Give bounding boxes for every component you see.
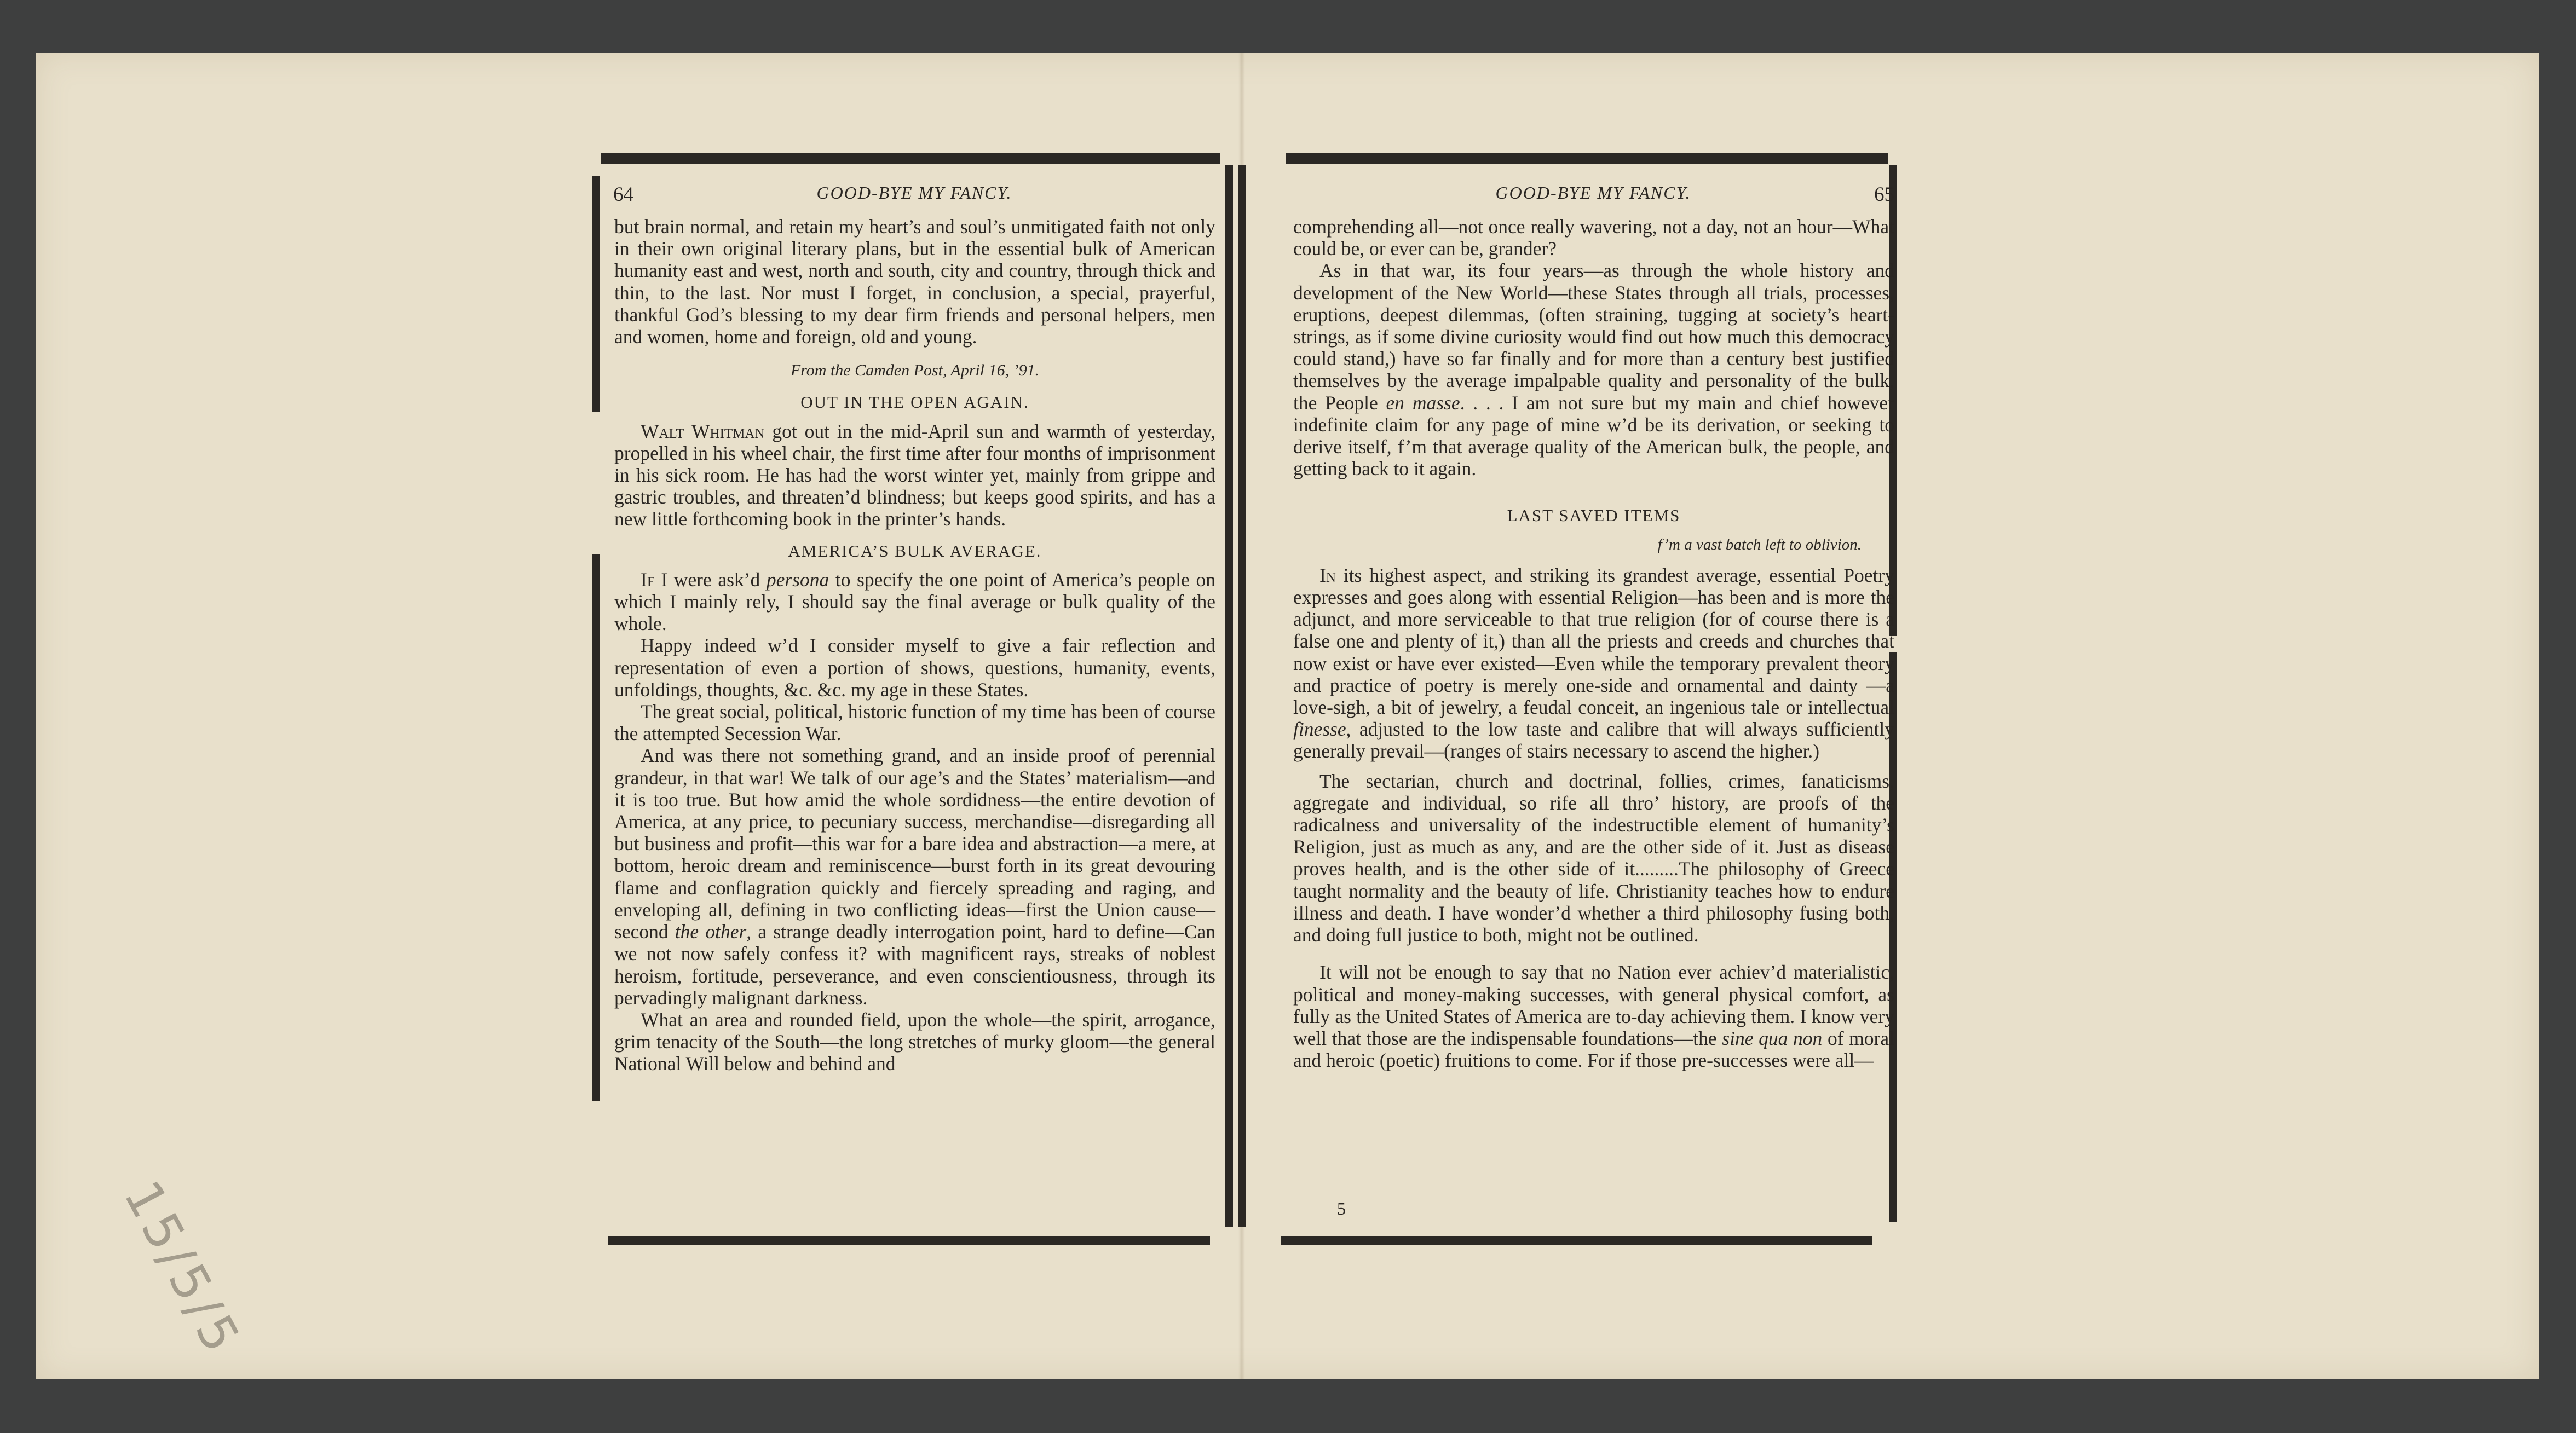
paragraph	[614, 744, 1215, 1008]
running-title: GOOD-BYE MY FANCY.	[816, 183, 1012, 203]
paragraph: The great social, political, historic function of my time has been of course the attempted Secession War.	[614, 701, 1215, 745]
paragraph-text: It will not be enough to say that no Nation ever achiev’d materialistic, political and money-making successes, with general physical comfort, as fully as the United States of America are to-day achieving them. I know very well that those are the indispensable foundations—the	[1293, 961, 1894, 1049]
left-body	[614, 216, 1215, 1075]
lead-words: If	[641, 568, 655, 591]
paragraph	[1293, 564, 1894, 762]
right-body	[1293, 216, 1894, 1071]
italic-word: en masse	[1386, 391, 1460, 414]
running-head	[1292, 183, 1894, 210]
bottom-rule	[608, 1236, 1210, 1245]
paragraph: comprehending all—not once really wavering, not a day, not an hour—What could be, or ever can be, grander?	[1293, 216, 1894, 260]
section-heading: OUT IN THE OPEN AGAIN.	[800, 392, 1029, 412]
italic-word: sine qua non	[1722, 1027, 1823, 1049]
left-margin-rule-lower	[592, 554, 600, 1101]
running-head	[613, 183, 1215, 210]
paragraph-text: got out in the mid-April sun and warmth of yesterday, propelled in his wheel chair, the first time after four months of imprisonment in his sick room. He has had the worst winter yet, mainly from grippe and gastric troubles, and threaten’d blindness; but keeps good spirits, and has a new little forthcoming book in the printer’s hands.	[614, 420, 1215, 530]
paragraph-text: to specify the one point of America’s people on which I mainly rely, I should say the final average or bulk quality of the whole.	[614, 568, 1216, 635]
signature-mark: 5	[1337, 1199, 1346, 1218]
paragraph-text: , a strange deadly interrogation point, hard to define—Can we not now safely confess it? with magnificent rays, streaks of noblest heroism, fortitude, perseverance, and even conscientiousness, through its pervadingly malignant darkness.	[614, 921, 1215, 1009]
lead-words: In	[1319, 564, 1336, 586]
section-heading: LAST SAVED ITEMS	[1507, 506, 1681, 525]
italic-word: persona	[766, 568, 829, 591]
left-margin-rule	[592, 176, 600, 412]
source-line: From the Camden Post, April 16, ’91.	[790, 361, 1040, 380]
paragraph	[614, 420, 1215, 530]
page-number: 65	[1874, 183, 1894, 206]
lead-words: Walt Whitman	[641, 420, 765, 442]
paragraph: The sectarian, church and doctrinal, follies, crimes, fanaticisms, aggregate and individual, so rife all thro’ history, are proofs of the radicalness and universality of the indestructible element of humanity’s Religion, just as much as any, and are the other side of it. Just as disease proves health, and is the other side of it.........The philosophy of Greece taught normality and the beauty of life. Christianity teaches how to endure illness and death. I have wonder’d whether a third philosophy fusing both, and doing full justice to both, might not be outlined.	[1293, 770, 1894, 946]
pencil-annotation: 15/5/5	[112, 1171, 253, 1366]
paragraph-text: , adjusted to the low taste and calibre that will always sufficiently generally prevail—(ranges of stairs necessary to ascend the higher.)	[1293, 718, 1894, 762]
paragraph-text: I were ask’d	[654, 568, 767, 591]
paragraph-text: . . . . I am not sure but my main and chief however indefinite claim for any page of mine w’d be its derivation, or seeking to derive itself, f’m that average quality of the American bulk, the people, and getting back to it again.	[1293, 391, 1894, 480]
paragraph-text: And was there not something grand, and an inside proof of perennial grandeur, in that war! We talk of our age’s and the States’ materialism—and it is too true. But how amid the whole sordidness—the entire devotion of America, at any price, to pecuniary success, merchandise—disregarding all but business and profit—this war for a bare idea and abstraction—a mere, at bottom, heroic dream and reminiscence—burst forth in its great devouring flame and conflagration quickly and fiercely spreading and raging, and enveloping all, defining in two conflicting ideas—first the Union cause—second	[614, 744, 1215, 943]
italic-word: the other	[675, 921, 747, 943]
paragraph	[1293, 961, 1894, 1071]
italic-word: finesse	[1293, 718, 1346, 741]
top-rule	[1286, 153, 1888, 164]
spacer	[1293, 946, 1894, 961]
spacer	[1293, 479, 1894, 495]
right-page	[1276, 143, 1911, 1249]
bottom-rule	[1281, 1236, 1872, 1245]
paragraph	[614, 569, 1215, 635]
left-page	[597, 143, 1232, 1249]
paragraph-text: As in that war, its four years—as through the whole history and development of the New World—these States through all trials, processes, eruptions, deepest dilemmas, (often straining, tugging at society’s heart-strings, as if some divine curiosity would find out how much this democracy could stand,) have so far finally and for more than a century best justified themselves by the average impalpable quality and personality of the bulk, the People	[1293, 259, 1894, 414]
gutter-rule	[1238, 165, 1246, 1227]
paragraph: Happy indeed w’d I consider myself to give a fair reflection and representation of even a portion of shows, questions, humanity, events, unfoldings, thoughts, &c. &c. my age in these States.	[614, 634, 1215, 701]
paragraph: but brain normal, and retain my heart’s and soul’s unmitigated faith not only in their own original literary plans, but in the essential bulk of American humanity east and west, north and south, city and country, through thick and thin, to the last. Nor must I forget, in conclusion, a special, prayerful, thankful God’s blessing to my dear firm friends and personal helpers, men and women, home and foreign, old and young.	[614, 216, 1215, 348]
page-number: 64	[613, 183, 633, 206]
epigraph: f’m a vast batch left to oblivion.	[1657, 535, 1862, 553]
paragraph: What an area and rounded field, upon the whole—the spirit, arrogance, grim tenacity of the South—the long stretches of murky gloom—the general National Will below and behind and	[614, 1008, 1215, 1075]
top-rule	[601, 153, 1220, 164]
section-heading: AMERICA’S BULK AVERAGE.	[788, 541, 1042, 561]
paragraph	[1293, 259, 1894, 479]
gutter-rule	[1225, 165, 1233, 1227]
running-title: GOOD-BYE MY FANCY.	[1495, 183, 1691, 203]
paragraph-text: of moral and heroic (poetic) fruitions to come. For if those pre-successes were all—	[1293, 1027, 1894, 1072]
paragraph-text: its highest aspect, and striking its grandest average, essential Poetry expresses and goes along with essential Religion—has been and is more the adjunct, and more serviceable to that true religion (for of course there is a false one and plenty of it,) than all the priests and creeds and churches that now exist or have ever existed—Even while the temporary prevalent theory and practice of poetry is merely one-side and ornamental and dainty —a love-sigh, a bit of jewelry, a feudal conceit, an ingenious tale or intellectual	[1293, 564, 1894, 719]
spacer	[1293, 762, 1894, 770]
